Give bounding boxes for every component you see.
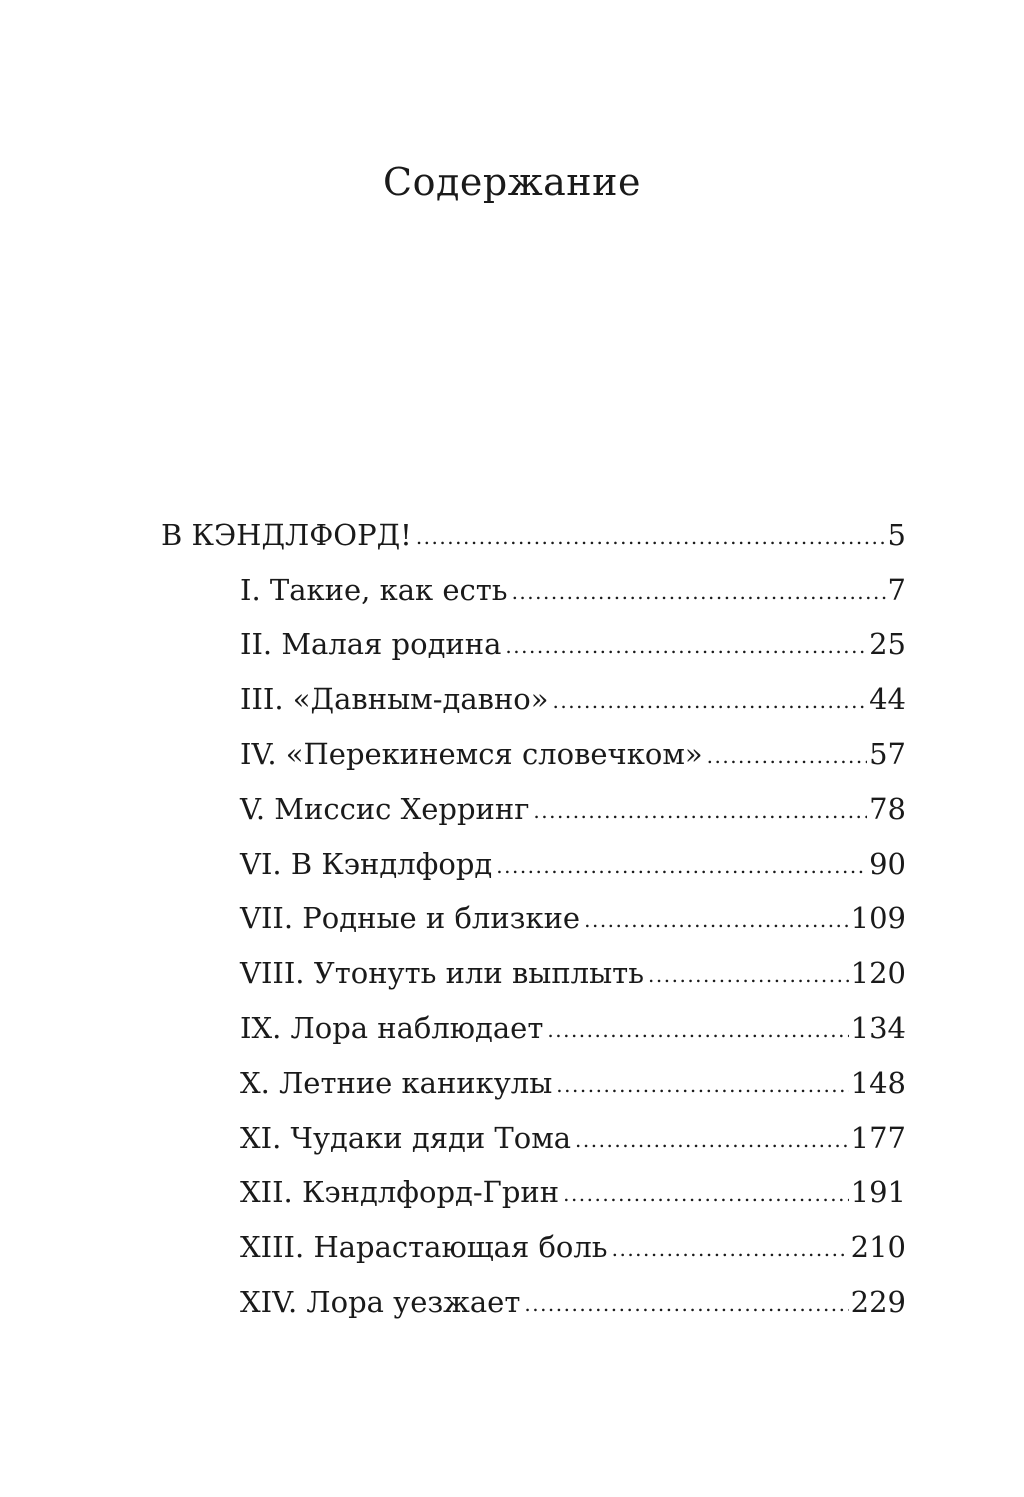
toc-entry-page: 109 (850, 901, 906, 936)
toc-entry[interactable] (0, 719, 906, 774)
toc-entry-page: 5 (887, 517, 906, 552)
toc-entry[interactable] (0, 1267, 906, 1322)
toc-entry-title: VIII. Утонуть или выплыть (240, 956, 645, 991)
dot-leader (512, 570, 886, 610)
dot-leader (524, 1282, 848, 1322)
table-of-contents (0, 500, 1024, 1322)
toc-entry[interactable] (0, 664, 906, 719)
toc-entry-title: I. Такие, как есть (240, 572, 508, 607)
toc-entry-page: 229 (850, 1284, 906, 1319)
toc-entry[interactable] (0, 938, 906, 993)
toc-entry-title: IV. «Перекинемся словечком» (240, 736, 703, 771)
toc-entry-title: X. Летние каникулы (240, 1065, 553, 1100)
toc-entry-title: II. Малая родина (240, 627, 502, 662)
dot-leader (556, 1063, 848, 1103)
toc-entry-page: 210 (850, 1230, 906, 1265)
dot-leader (563, 1172, 849, 1212)
toc-entry-page: 44 (869, 682, 906, 717)
toc-entry-page: 177 (850, 1120, 906, 1155)
toc-entry-page: 90 (869, 846, 906, 881)
toc-entry[interactable] (0, 610, 906, 665)
toc-entry[interactable] (0, 555, 906, 610)
toc-entry-title: XIV. Лора уезжает (240, 1284, 521, 1319)
toc-entry-page: 148 (850, 1065, 906, 1100)
toc-entry-title: XIII. Нарастающая боль (240, 1230, 608, 1265)
toc-entry-page: 25 (869, 627, 906, 662)
dot-leader (533, 789, 867, 829)
toc-entry-page: 134 (850, 1010, 906, 1045)
toc-entry[interactable] (0, 1212, 906, 1267)
dot-leader (575, 1118, 849, 1158)
toc-entry[interactable] (0, 1158, 906, 1213)
toc-entry[interactable] (0, 829, 906, 884)
dot-leader (496, 844, 867, 884)
dot-leader (648, 953, 849, 993)
toc-entry-title: VII. Родные и близкие (240, 901, 581, 936)
page-title: Содержание (383, 160, 641, 204)
toc-entry[interactable] (0, 774, 906, 829)
dot-leader (416, 515, 886, 555)
dot-leader (553, 679, 868, 719)
dot-leader (584, 898, 849, 938)
toc-entry-title: V. Миссис Херринг (240, 791, 530, 826)
toc-entry[interactable] (0, 1048, 906, 1103)
toc-entry-page: 78 (869, 791, 906, 826)
dot-leader (547, 1008, 848, 1048)
toc-entry-page: 120 (850, 956, 906, 991)
toc-entry-title: XII. Кэндлфорд-Грин (240, 1175, 560, 1210)
toc-entry[interactable] (0, 1103, 906, 1158)
toc-entry[interactable] (0, 884, 906, 939)
dot-leader (505, 624, 867, 664)
toc-entry-page: 7 (887, 572, 906, 607)
toc-entry-title: XI. Чудаки дяди Тома (240, 1120, 572, 1155)
toc-entry-page: 57 (869, 736, 906, 771)
toc-entry-title: VI. В Кэндлфорд (240, 846, 493, 881)
toc-entry[interactable] (0, 993, 906, 1048)
dot-leader (707, 734, 867, 774)
toc-entry-title: III. «Давным-давно» (240, 682, 549, 717)
toc-entry-title: IX. Лора наблюдает (240, 1010, 544, 1045)
dot-leader (612, 1227, 849, 1267)
toc-entry-part[interactable] (0, 500, 906, 555)
toc-entry-title: В КЭНДЛФОРД! (161, 517, 412, 552)
toc-entry-page: 191 (850, 1175, 906, 1210)
